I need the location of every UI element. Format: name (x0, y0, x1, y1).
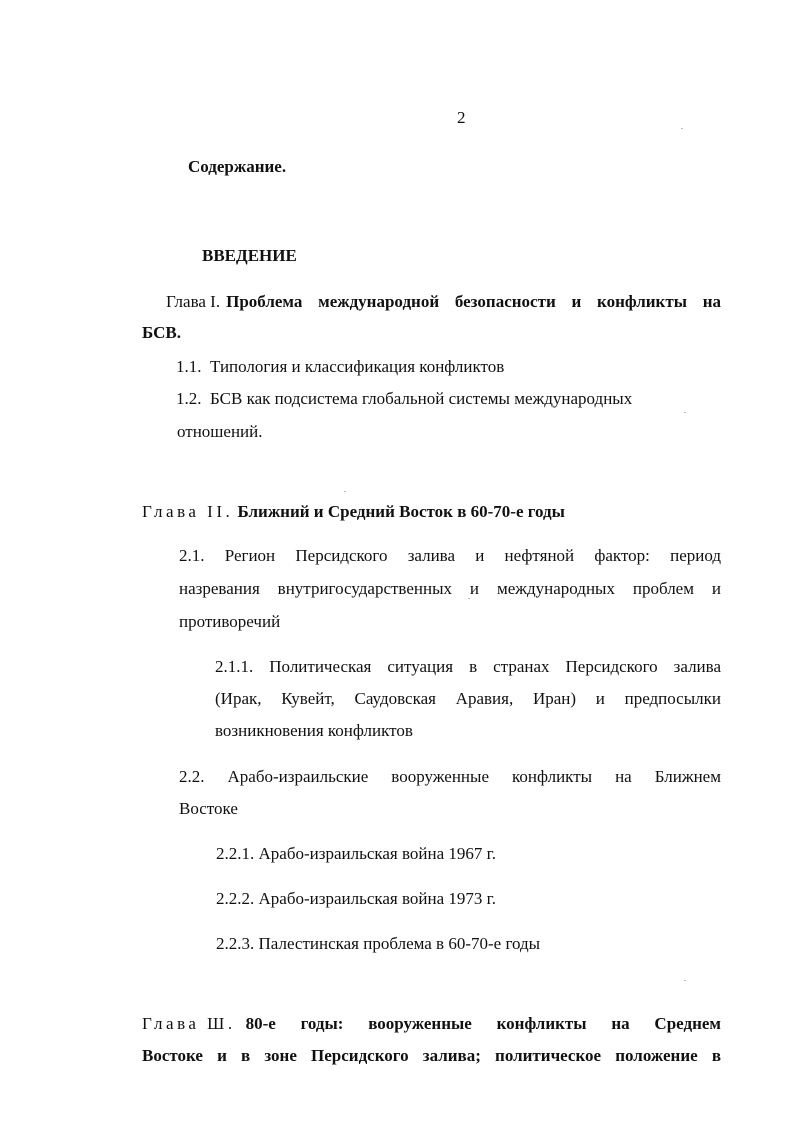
scan-speck (681, 128, 683, 129)
scan-speck (468, 598, 470, 599)
chapter1-heading (166, 291, 721, 313)
chapter2-title: Ближний и Средний Восток в 60-70-е годы (237, 502, 565, 521)
toc-2-2-line1: 2.2. Арабо-израильские вооруженные конфликты на Ближнем (179, 767, 721, 786)
toc-2-1-1-line2: (Ирак, Кувейт, Саудовская Аравия, Иран) и предпосылки (215, 689, 721, 708)
chapter3-label: Глава Ш. (142, 1014, 236, 1033)
toc-item-1-2 (176, 388, 632, 410)
toc-item-1-1-text: Типология и классификация конфликтов (210, 357, 505, 376)
toc-2-2-1: 2.2.1. Арабо-израильская война 1967 г. (216, 844, 496, 863)
page-number: 2 (457, 108, 466, 127)
toc-item-1-1 (176, 356, 504, 378)
chapter3-title-line1: 80-е годы: вооруженные конфликты на Среднем (245, 1014, 721, 1033)
chapter3-heading-line1 (142, 1013, 721, 1035)
toc-2-1-1-line3: возникновения конфликтов (215, 721, 413, 740)
toc-2-2-3: 2.2.3. Палестинская проблема в 60-70-е годы (216, 934, 541, 953)
chapter2-label: Глава II. (142, 502, 234, 521)
chapter1-label: Глава I. (166, 292, 221, 311)
toc-item-1-1-number: 1.1. (176, 357, 202, 376)
toc-2-1-line3: противоречий (179, 612, 281, 631)
toc-2-1-1-line1: 2.1.1. Политическая ситуация в странах Персидского залива (215, 657, 721, 676)
intro-heading: ВВЕДЕНИЕ (202, 246, 297, 265)
chapter2-heading (142, 501, 565, 523)
toc-item-1-2-cont: отношений. (177, 422, 263, 441)
toc-item-1-2-text: БСВ как подсистема глобальной системы международных (210, 389, 633, 408)
chapter1-title-line1 (226, 291, 721, 313)
scan-speck (344, 491, 346, 492)
toc-2-1-line1: 2.1. Регион Персидского залива и нефтяной фактор: период (179, 546, 721, 565)
scan-speck (684, 980, 686, 981)
toc-2-1-line2: назревания внутригосударственных и международных проблем и (179, 579, 721, 598)
contents-title: Содержание. (188, 157, 287, 176)
toc-2-2-2: 2.2.2. Арабо-израильская война 1973 г. (216, 889, 496, 908)
toc-item-1-2-number: 1.2. (176, 389, 202, 408)
chapter1-title-line2: БСВ. (142, 323, 181, 342)
scan-speck (684, 412, 686, 413)
toc-2-2-line2: Востоке (179, 799, 238, 818)
chapter1-title-text: Проблема международной безопасности и конфликты на (226, 292, 721, 311)
chapter3-title-line2: Востоке и в зоне Персидского залива; политическое положение в (142, 1046, 721, 1065)
